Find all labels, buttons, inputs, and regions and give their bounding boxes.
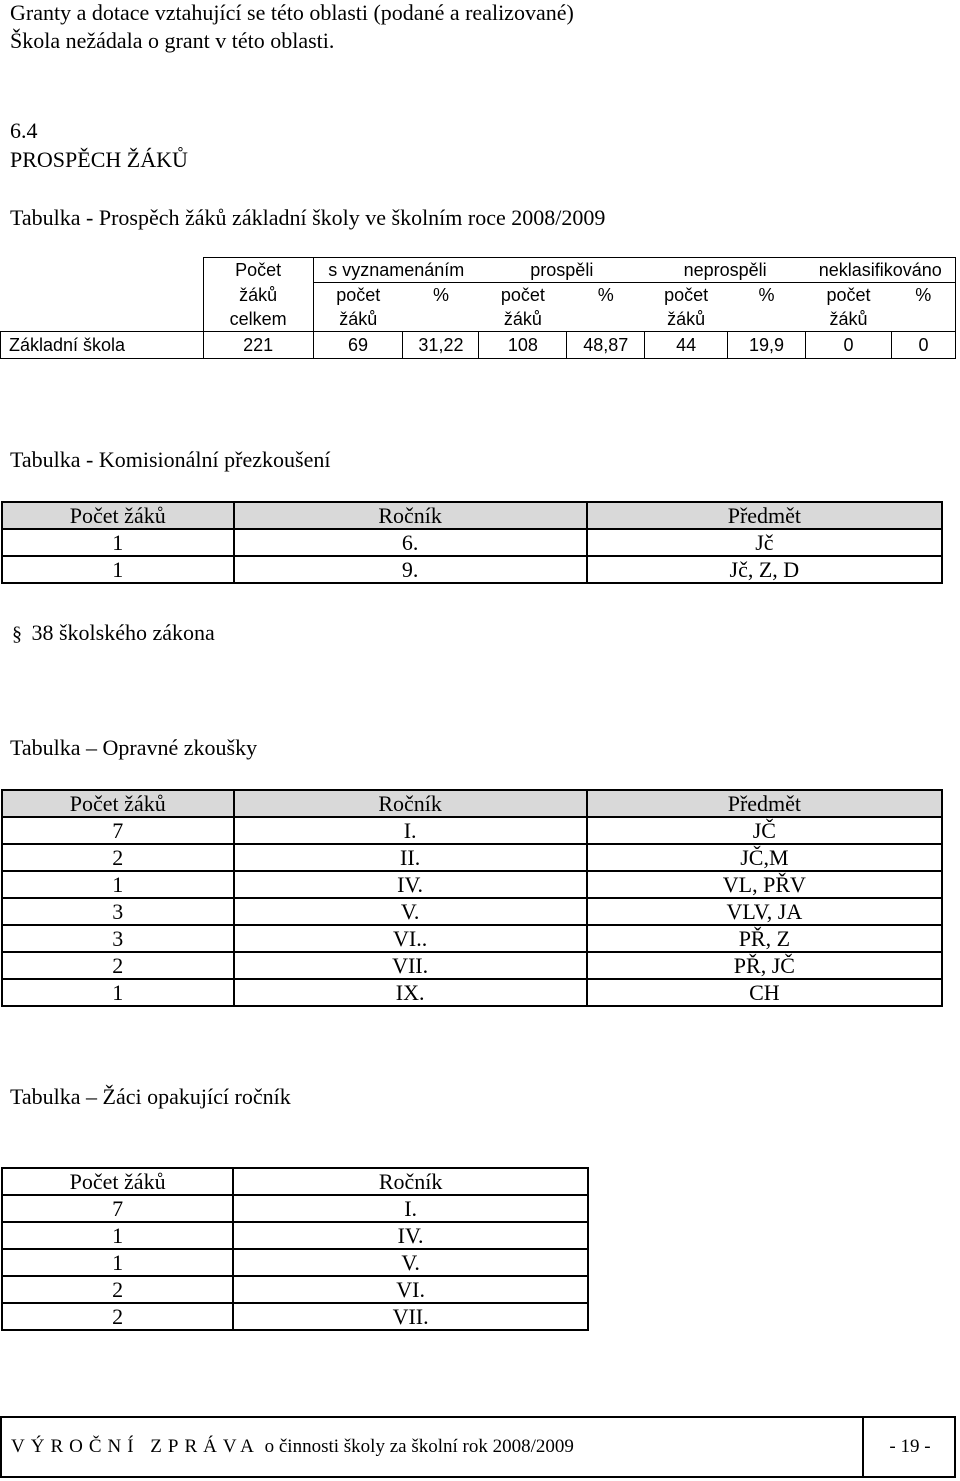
komisionalni-header-count: Počet žáků xyxy=(2,502,234,529)
table-row xyxy=(2,844,942,871)
cell-subject: JČ xyxy=(587,817,942,844)
table-row xyxy=(2,952,942,979)
table-row xyxy=(2,1222,588,1249)
cell-grade: IV. xyxy=(234,871,587,898)
cell-grade: VII. xyxy=(234,952,587,979)
opravne-header-subject: Předmět xyxy=(587,790,942,817)
cell-subject: JČ,M xyxy=(587,844,942,871)
intro-line-2: Škola nežádala o grant v této oblasti. xyxy=(10,28,335,53)
opakujici-table xyxy=(1,1167,589,1331)
cell-count: 1 xyxy=(2,1222,233,1249)
table-row xyxy=(2,898,942,925)
section-title: PROSPĚCH ŽÁKŮ xyxy=(10,147,188,172)
komisionalni-table xyxy=(1,501,943,584)
law-note-text: 38 školského zákona xyxy=(31,620,215,645)
header-count-2: počet xyxy=(479,283,567,308)
cell-subject: CH xyxy=(587,979,942,1006)
cell-count: 7 xyxy=(2,1195,233,1222)
value-neklasifikovano-count: 0 xyxy=(806,332,892,359)
law-note xyxy=(12,620,215,647)
header-total-3: celkem xyxy=(203,307,313,332)
opakujici-header-grade: Ročník xyxy=(233,1168,588,1195)
table-row xyxy=(2,871,942,898)
header-group-neklasifikovano: neklasifikováno xyxy=(806,258,956,283)
table-row xyxy=(2,1195,588,1222)
header-count-3: počet xyxy=(645,283,728,308)
cell-subject: PŘ, Z xyxy=(587,925,942,952)
prospech-table xyxy=(0,257,956,359)
opakujici-header-count: Počet žáků xyxy=(2,1168,233,1195)
cell-count: 2 xyxy=(2,952,234,979)
intro-line-1: Granty a dotace vztahující se této oblasti (podané a realizované) xyxy=(10,0,574,25)
header-count-2b: žáků xyxy=(479,307,567,332)
cell-subject: Jč xyxy=(587,529,942,556)
komisionalni-header-grade: Ročník xyxy=(234,502,587,529)
cell-count: 1 xyxy=(2,556,234,583)
header-percent-3: % xyxy=(728,283,806,308)
cell-count: 2 xyxy=(2,844,234,871)
cell-grade: II. xyxy=(234,844,587,871)
cell-grade: IV. xyxy=(233,1222,588,1249)
value-vyznamenani-count: 69 xyxy=(313,332,403,359)
cell-count: 1 xyxy=(2,979,234,1006)
cell-grade: VII. xyxy=(233,1303,588,1330)
header-group-vyznamenani: s vyznamenáním xyxy=(313,258,479,283)
cell-grade: I. xyxy=(234,817,587,844)
page-number: - 19 - xyxy=(889,1436,931,1457)
page-footer xyxy=(0,1416,956,1478)
header-total-2: žáků xyxy=(203,283,313,308)
cell-subject: PŘ, JČ xyxy=(587,952,942,979)
table-row xyxy=(2,1276,588,1303)
table-row xyxy=(2,979,942,1006)
cell-count: 3 xyxy=(2,925,234,952)
value-prospeli-percent: 48,87 xyxy=(567,332,645,359)
header-group-prospeli: prospěli xyxy=(479,258,645,283)
komisionalni-header-subject: Předmět xyxy=(587,502,942,529)
cell-grade: 6. xyxy=(234,529,587,556)
table-row xyxy=(2,925,942,952)
header-percent-4: % xyxy=(891,283,955,308)
cell-subject: VL, PŘV xyxy=(587,871,942,898)
cell-subject: VLV, JA xyxy=(587,898,942,925)
cell-grade: VI. xyxy=(233,1276,588,1303)
header-group-neprospeli: neprospěli xyxy=(645,258,806,283)
footer-text: o činnosti školy za školní rok 2008/2009 xyxy=(264,1436,574,1457)
table-row xyxy=(2,1303,588,1330)
value-neklasifikovano-percent: 0 xyxy=(891,332,955,359)
header-count-1b: žáků xyxy=(313,307,403,332)
table-row xyxy=(2,529,942,556)
cell-count: 7 xyxy=(2,817,234,844)
opakujici-caption: Tabulka – Žáci opakující ročník xyxy=(10,1084,291,1109)
cell-grade: 9. xyxy=(234,556,587,583)
cell-grade: I. xyxy=(233,1195,588,1222)
row-label: Základní škola xyxy=(1,332,204,359)
table-row xyxy=(2,817,942,844)
cell-grade: V. xyxy=(233,1249,588,1276)
komisionalni-caption: Tabulka - Komisionální přezkoušení xyxy=(10,447,331,472)
footer-text-block xyxy=(2,1418,864,1476)
section-number: 6.4 xyxy=(10,118,38,143)
opravne-header-count: Počet žáků xyxy=(2,790,234,817)
table-row xyxy=(2,1249,588,1276)
header-percent-1: % xyxy=(403,283,479,308)
opravne-caption: Tabulka – Opravné zkoušky xyxy=(10,735,258,760)
prospech-caption: Tabulka - Prospěch žáků základní školy ve školním roce 2008/2009 xyxy=(10,205,606,230)
cell-count: 1 xyxy=(2,529,234,556)
cell-grade: V. xyxy=(234,898,587,925)
table-row xyxy=(2,556,942,583)
cell-count: 1 xyxy=(2,871,234,898)
cell-count: 1 xyxy=(2,1249,233,1276)
header-count-4: počet xyxy=(806,283,892,308)
header-percent-2: % xyxy=(567,283,645,308)
footer-spaced-title: VÝROČNÍ ZPRÁVA xyxy=(11,1436,260,1457)
cell-count: 2 xyxy=(2,1303,233,1330)
section-sign-icon: § xyxy=(12,623,22,645)
header-total-1: Počet xyxy=(203,258,313,283)
opravne-header-grade: Ročník xyxy=(234,790,587,817)
opravne-table xyxy=(1,789,943,1007)
value-total: 221 xyxy=(203,332,313,359)
cell-grade: IX. xyxy=(234,979,587,1006)
value-vyznamenani-percent: 31,22 xyxy=(403,332,479,359)
header-count-4b: žáků xyxy=(806,307,892,332)
value-prospeli-count: 108 xyxy=(479,332,567,359)
cell-subject: Jč, Z, D xyxy=(587,556,942,583)
cell-count: 2 xyxy=(2,1276,233,1303)
header-count-1: počet xyxy=(313,283,403,308)
header-count-3b: žáků xyxy=(645,307,728,332)
value-neprospeli-percent: 19,9 xyxy=(728,332,806,359)
value-neprospeli-count: 44 xyxy=(645,332,728,359)
cell-count: 3 xyxy=(2,898,234,925)
cell-grade: VI.. xyxy=(234,925,587,952)
